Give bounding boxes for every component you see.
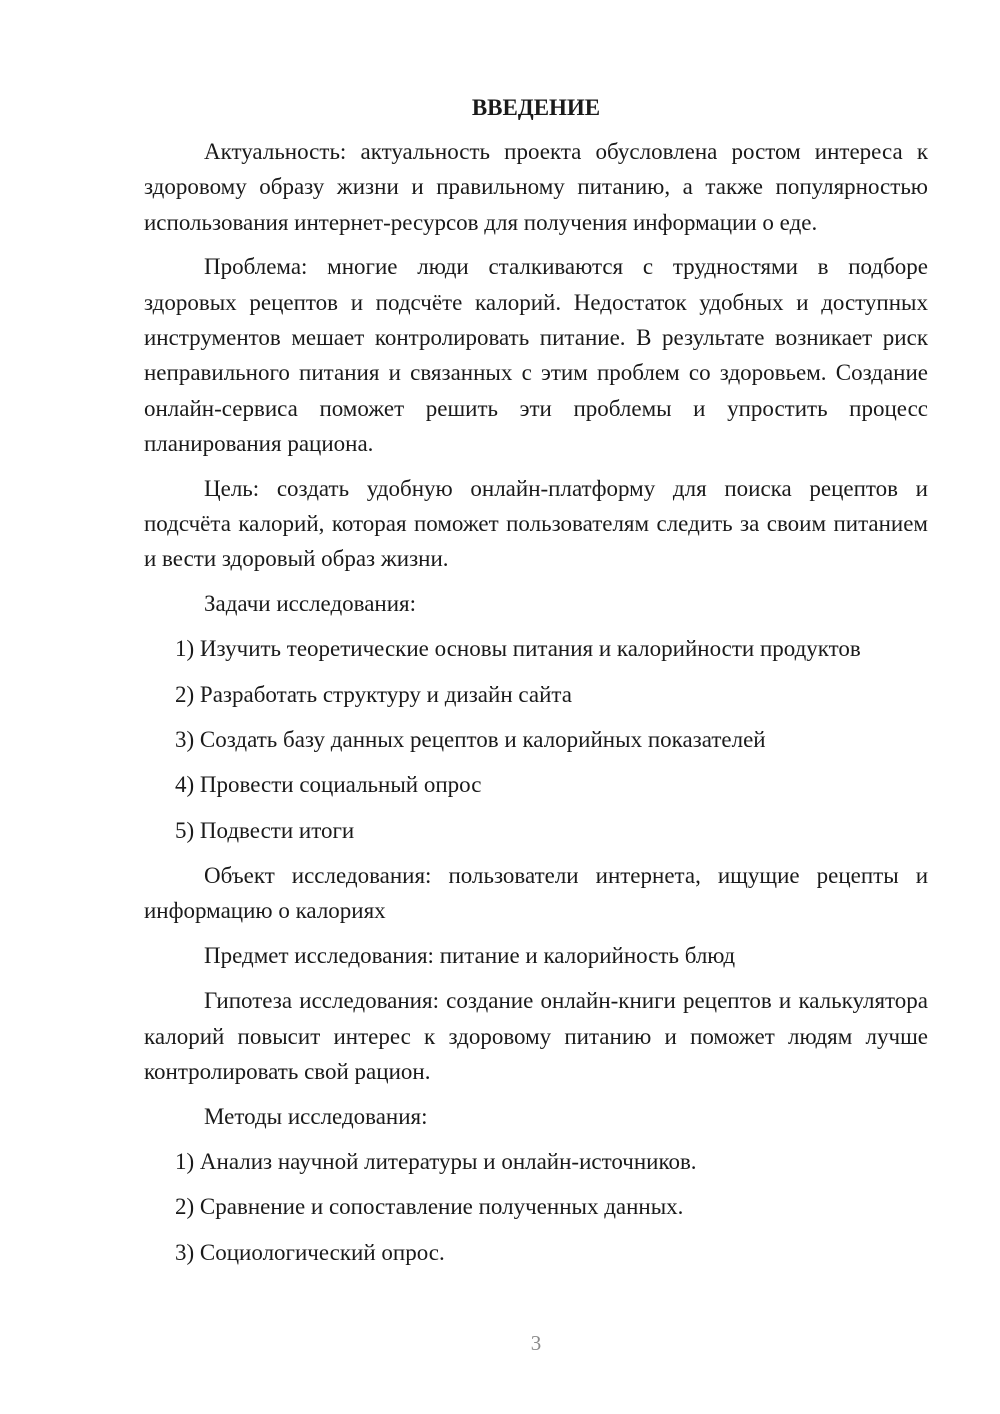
- method-item: 1) Анализ научной литературы и онлайн-источников.: [175, 1148, 697, 1174]
- tasks-list: [144, 631, 928, 847]
- task-item: 4) Провести социальный опрос: [175, 772, 482, 798]
- object-paragraph: Объект исследования: пользователи интернета, ищущие рецепты и информацию о калориях: [144, 862, 928, 924]
- task-item: 2) Разработать структуру и дизайн сайта: [175, 681, 572, 707]
- document-page: [144, 90, 928, 1280]
- method-item: 2) Сравнение и сопоставление полученных данных.: [175, 1194, 684, 1220]
- hypothesis-paragraph: Гипотеза исследования: создание онлайн-книги рецептов и калькулятора калорий повысит интерес к здоровому питанию и поможет людям лучше контролировать свой рацион.: [144, 988, 928, 1084]
- problem-paragraph: Проблема: многие люди сталкиваются с трудностями в подборе здоровых рецептов и подсчёте калорий. Недостаток удобных и доступных инструментов мешает контролировать питание. В результате возникает риск неправильного питания и связанных с этим проблем со здоровьем. Создание онлайн-сервиса поможет решить эти проблемы и упростить процесс планирования рациона.: [144, 254, 928, 456]
- goal-paragraph: Цель: создать удобную онлайн-платформу для поиска рецептов и подсчёта калорий, которая поможет пользователям следить за своим питанием и вести здоровый образ жизни.: [144, 475, 928, 572]
- task-item: 3) Создать базу данных рецептов и калорийных показателей: [175, 726, 766, 752]
- methods-heading: Методы исследования:: [204, 1103, 428, 1129]
- subject-line: Предмет исследования: питание и калорийность блюд: [204, 942, 736, 968]
- task-item: 1) Изучить теоретические основы питания и калорийности продуктов: [175, 636, 861, 662]
- actuality-paragraph: Актуальность: актуальность проекта обусловлена ростом интереса к здоровому образу жизни и правильному питанию, а также популярностью использования интернет-ресурсов для получения информации о еде.: [144, 139, 928, 235]
- task-item: 5) Подвести итоги: [175, 817, 355, 843]
- section-title: ВВЕДЕНИЕ: [471, 95, 601, 120]
- page-number: 3: [530, 1331, 542, 1355]
- methods-list: [144, 1144, 928, 1270]
- method-item: 3) Социологический опрос.: [175, 1239, 445, 1265]
- tasks-heading: Задачи исследования:: [204, 591, 417, 617]
